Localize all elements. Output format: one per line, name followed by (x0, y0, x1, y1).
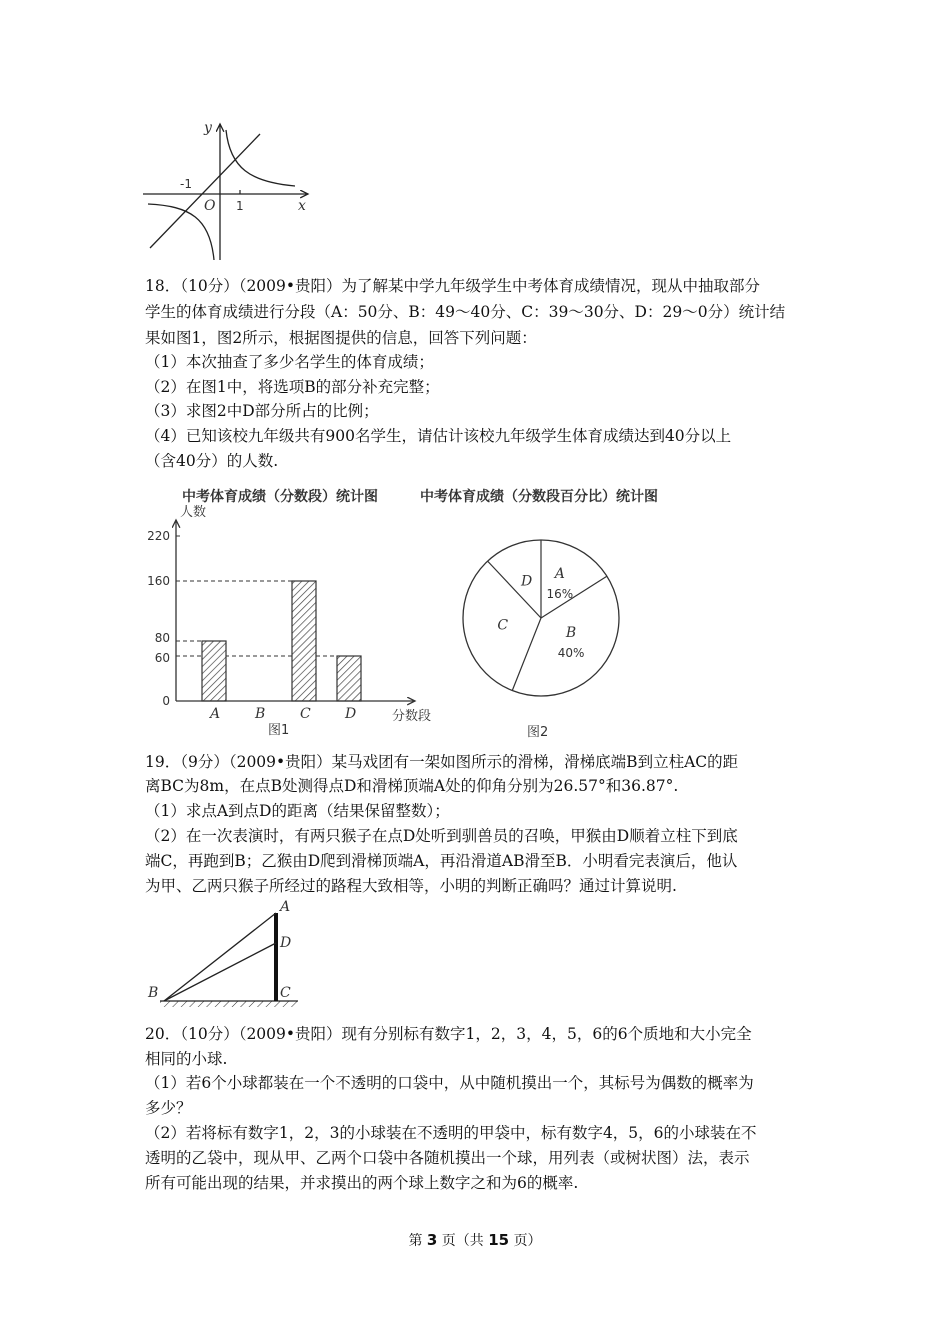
q18-line: （3）求图2中D部分所占的比例； (145, 402, 379, 420)
origin-label: O (204, 198, 216, 214)
q19-line: 19．（9分）（2009•贵阳）某马戏团有一架如图所示的滑梯，滑梯底端B到立柱AC的距 (145, 753, 739, 771)
x-axis-title: 分数段 (392, 709, 432, 724)
bar-c (292, 581, 316, 701)
q20-line: 所有可能出现的结果，并求摸出的两个球上数字之和为6的概率. (145, 1174, 579, 1192)
y-axis-title: 人数 (180, 505, 207, 520)
q20-line: （2）若将标有数字1，2，3的小球装在不透明的甲袋中，标有数字4，5，6的小球装在不 (145, 1124, 757, 1142)
total-pages: 15 (488, 1231, 510, 1249)
y-axis-label: y (204, 120, 212, 136)
pie-percent-b: 40% (557, 645, 585, 660)
point-c-label: C (280, 985, 291, 1001)
category-label-a: A (210, 706, 221, 722)
sight-line-bd (164, 943, 276, 1001)
pie-slice-d-edge (488, 561, 541, 618)
q18-line: （含40分）的人数. (145, 452, 279, 470)
pie-percent-a: 16% (546, 586, 574, 601)
q19-line: （1）求点A到点D的距离（结果保留整数）； (145, 802, 450, 820)
category-label-c: C (300, 706, 311, 722)
q20-line: 多少？ (145, 1099, 192, 1117)
page-footer: 第 3 页（共 15 页） (408, 1231, 542, 1249)
x-axis-label: x (298, 198, 306, 214)
q19-line: 为甲、乙两只猴子所经过的路程大致相等，小明的判断正确吗？通过计算说明. (145, 877, 677, 895)
y-tick-label: 220 (147, 529, 170, 543)
q20-line: 相同的小球. (145, 1050, 228, 1068)
q20-line: 20．（10分）（2009•贵阳）现有分别标有数字1，2，3，4，5，6的6个质地和大小完全 (145, 1025, 752, 1043)
y-tick-label: 60 (154, 651, 170, 665)
page-number: 3 (426, 1231, 438, 1249)
y-tick-label: 160 (147, 574, 170, 588)
y-tick-label: 80 (154, 631, 170, 645)
slide-ab (164, 913, 276, 1001)
pie-label-d: D (521, 573, 533, 590)
q19-line: （2）在一次表演时，有两只猴子在点D处听到驯兽员的召唤，甲猴由D顺着立柱下到底 (145, 827, 738, 845)
function-graph (140, 118, 320, 263)
q19-line: 端C，再跑到B；乙猴由D爬到滑梯顶端A，再沿滑道AB滑至B．小明看完表演后，他认 (145, 852, 738, 870)
pie-label-b: B (565, 624, 577, 641)
bar-a (202, 641, 226, 701)
q18-line: （2）在图1中，将选项B的部分补充完整； (145, 378, 440, 396)
q18-line: （1）本次抽查了多少名学生的体育成绩； (145, 353, 434, 371)
point-b-label: B (148, 985, 159, 1001)
category-label-d: D (345, 706, 357, 722)
pie-chart-title: 中考体育成绩（分数段百分比）统计图 (420, 489, 658, 505)
q20-line: （1）若6个小球都装在一个不透明的口袋中，从中随机摸出一个，其标号为偶数的概率为 (145, 1074, 754, 1092)
q19-line: 离BC为8m，在点B处测得点D和滑梯顶端A处的仰角分别为26.57°和36.87°. (145, 777, 679, 795)
point-d-label: D (280, 935, 292, 951)
pie-slice-c-edge (512, 618, 541, 691)
bar-chart-title: 中考体育成绩（分数段）统计图 (182, 489, 378, 505)
neg-one-label: -1 (180, 177, 192, 191)
linear-function-line (150, 134, 260, 248)
one-label: 1 (236, 199, 244, 213)
q18-line: （4）已知该校九年级共有900名学生，请估计该校九年级学生体育成绩达到40分以上 (145, 427, 732, 445)
q18-line: 18．（10分）（2009•贵阳）为了解某中学九年级学生中考体育成绩情况，现从中抽取部分 (145, 277, 761, 295)
pie-label-c: C (497, 617, 509, 634)
point-a-label: A (280, 899, 291, 915)
q20-line: 透明的乙袋中，现从甲、乙两个口袋中各随机摸出一个球，用列表（或树状图）法，表示 (145, 1149, 750, 1167)
bar-d (337, 656, 361, 701)
pie-label-a: A (554, 565, 565, 582)
q18-line: 学生的体育成绩进行分段（A：50分、B：49～40分、C：39～30分、D：29～0分）统计结 (145, 303, 786, 321)
y-tick-label: 0 (162, 694, 170, 708)
figure-2-caption: 图2 (527, 725, 549, 740)
bar-chart (140, 502, 440, 742)
figure-1-caption: 图1 (268, 723, 290, 738)
pie-chart (455, 520, 635, 745)
slide-diagram (140, 895, 300, 1010)
q18-line: 果如图1，图2所示，根据图提供的信息，回答下列问题： (145, 329, 537, 347)
category-label-b: B (255, 706, 266, 722)
